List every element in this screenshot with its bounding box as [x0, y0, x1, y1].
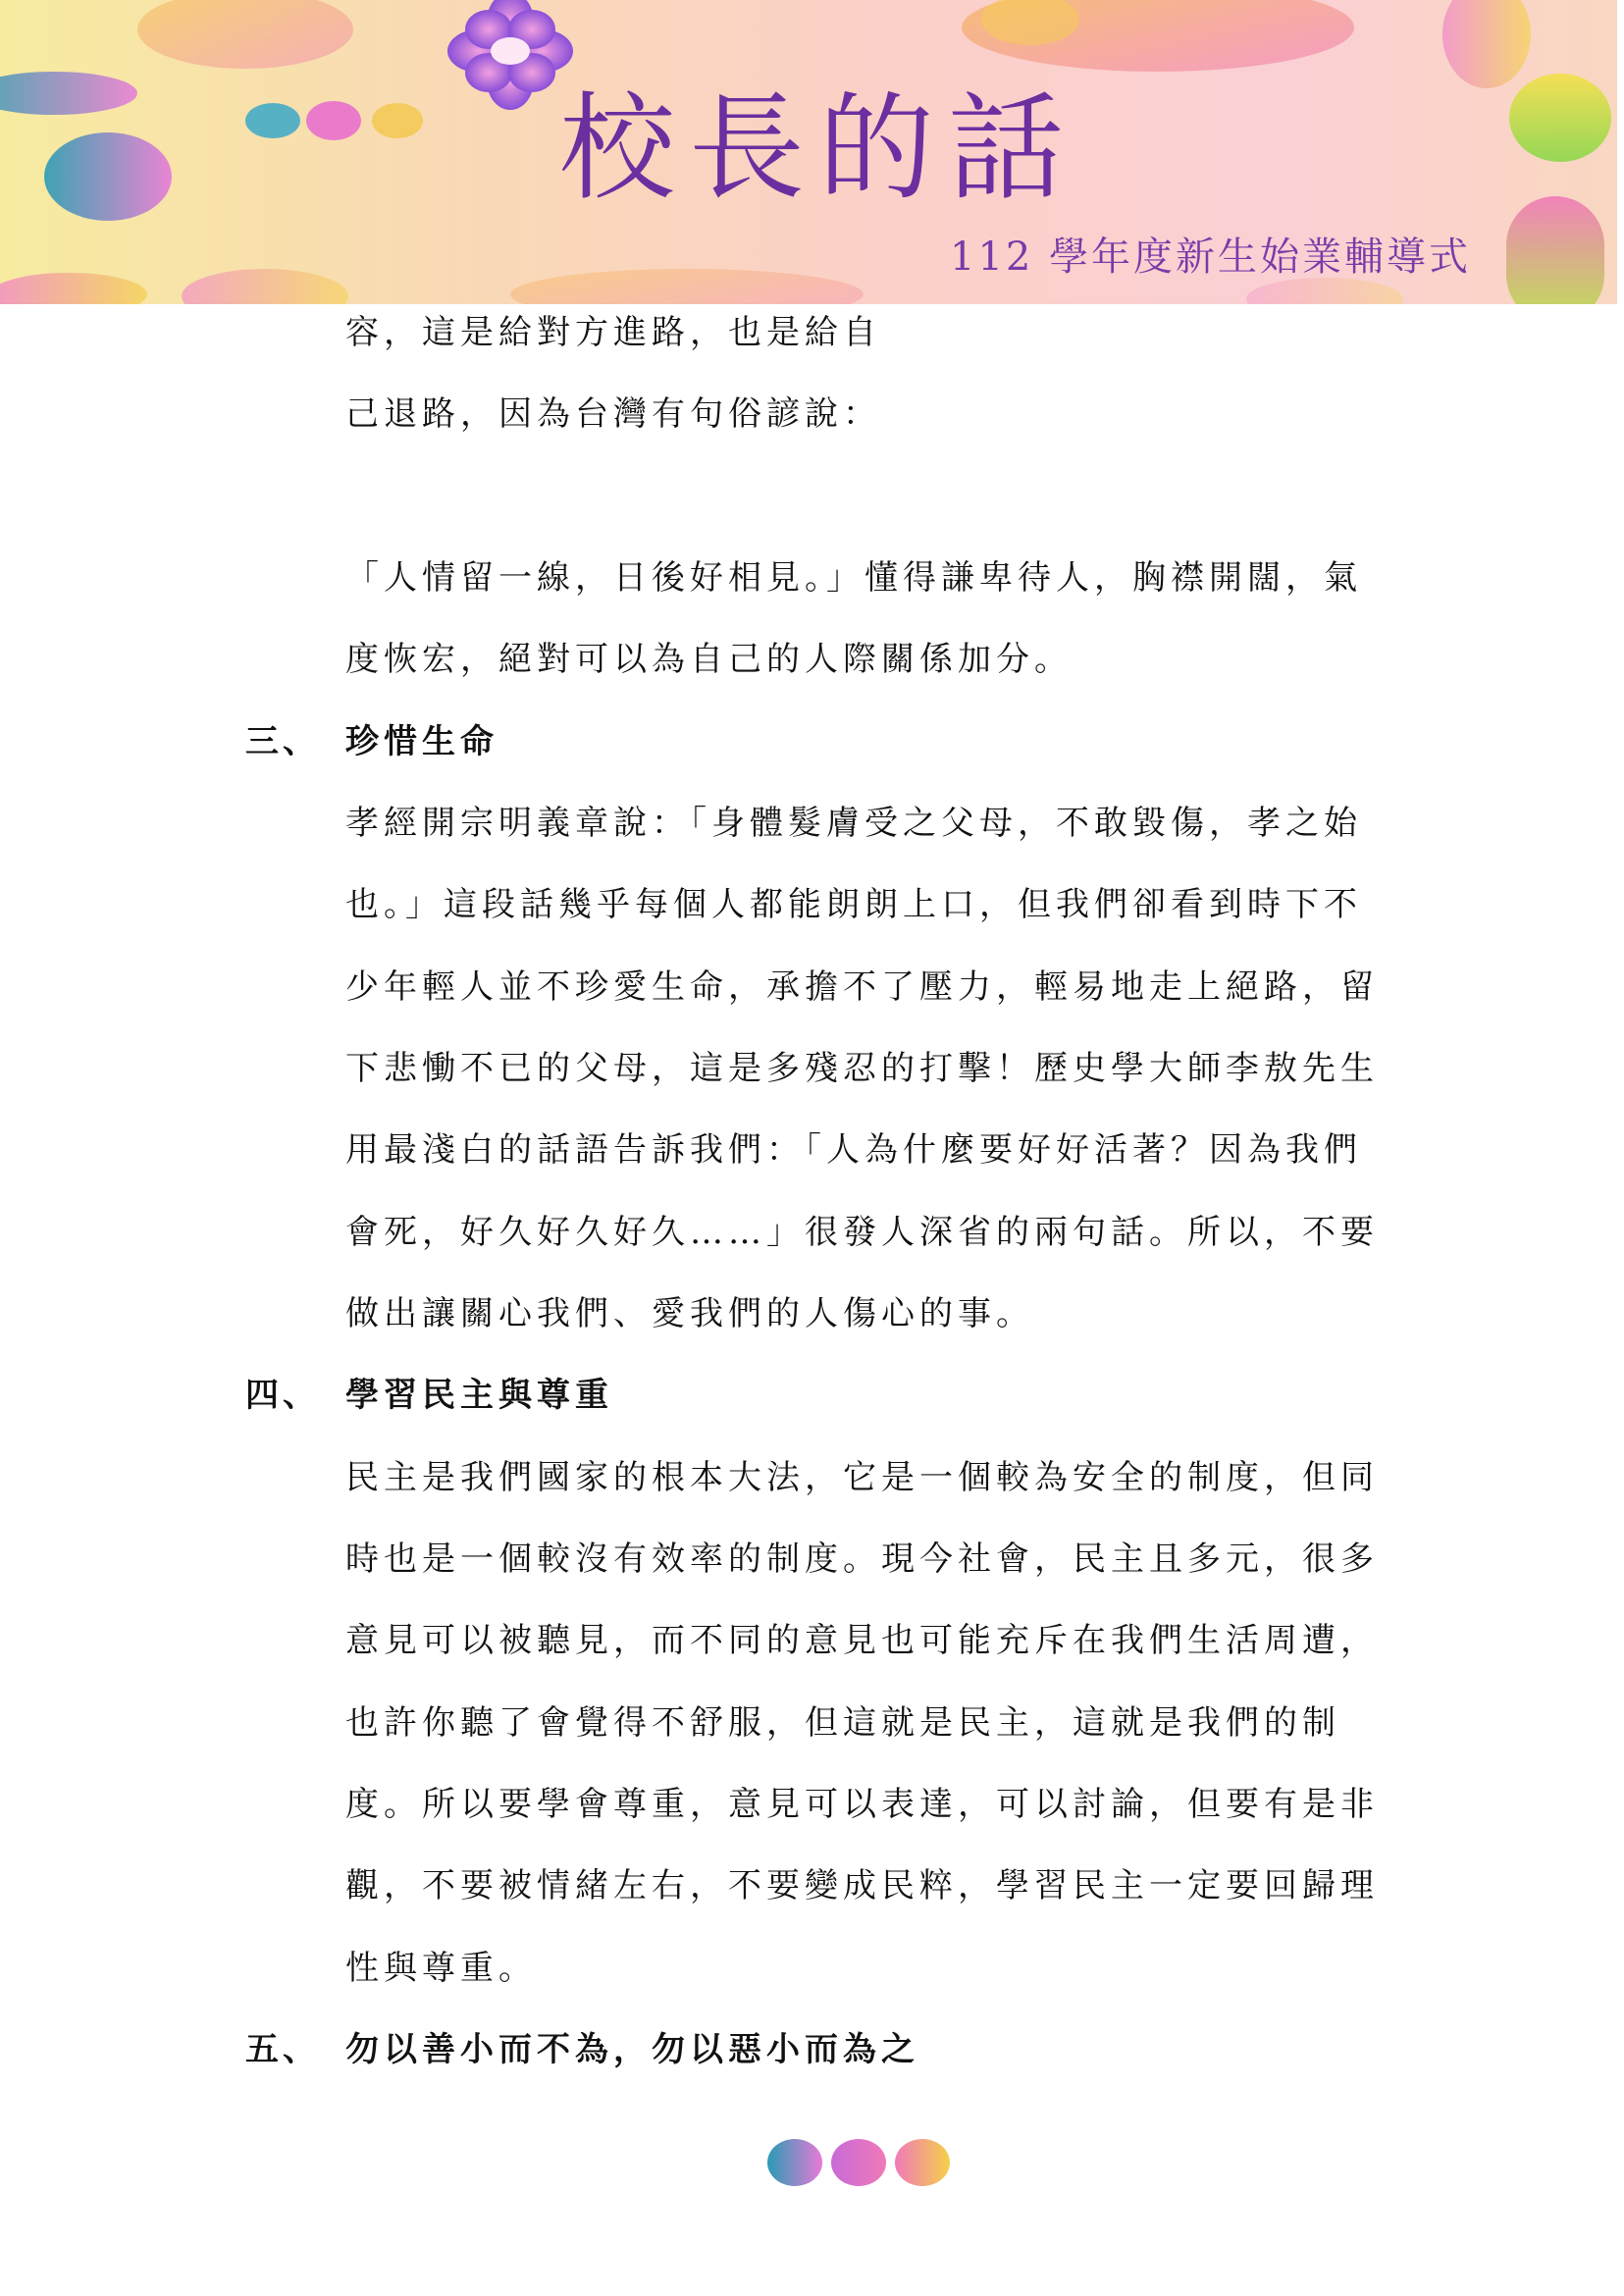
section-title: 學習民主與尊重 — [345, 1376, 613, 1415]
footer-dot — [831, 2139, 886, 2186]
section-heading — [245, 722, 498, 761]
footer-dot — [767, 2139, 822, 2186]
paragraph-line: 用最淺白的話語告訴我們：「人為什麼要好好活著？因為我們 — [345, 1130, 1362, 1170]
paragraph-line: 觀，不要被情緒左右，不要變成民粹，學習民主一定要回歸理 — [345, 1866, 1379, 1905]
section-heading — [245, 2030, 919, 2069]
paragraph-line: 少年輕人並不珍愛生命，承擔不了壓力，輕易地走上絕路，留 — [345, 967, 1379, 1007]
paragraph-line: 下悲慟不已的父母，這是多殘忍的打擊！歷史學大師李敖先生 — [345, 1049, 1379, 1088]
paragraph-line: 容，這是給對方進路，也是給自 — [345, 313, 881, 352]
paragraph-line: 會死，好久好久好久……」很發人深省的兩句話。所以，不要 — [345, 1213, 1379, 1252]
section-number: 五、 — [245, 2030, 320, 2069]
paragraph-line: 孝經開宗明義章說：「身體髮膚受之父母，不敢毀傷，孝之始 — [345, 804, 1362, 843]
paragraph-line: 民主是我們國家的根本大法，它是一個較為安全的制度，但同 — [345, 1458, 1379, 1497]
footer-dots-decoration — [765, 2135, 952, 2190]
paragraph-line: 也許你聽了會覺得不舒服，但這就是民主，這就是我們的制 — [345, 1703, 1340, 1743]
paragraph-line: 也。」這段話幾乎每個人都能朗朗上口，但我們卻看到時下不 — [345, 885, 1362, 924]
paragraph-line: 度恢宏，絕對可以為自己的人際關係加分。 — [345, 640, 1073, 679]
page-subtitle: 112 學年度新生始業輔導式 — [950, 235, 1472, 280]
page-title: 校長的話 — [559, 80, 1078, 216]
paragraph-line: 己退路，因為台灣有句俗諺說： — [345, 394, 881, 434]
section-title: 勿以善小而不為，勿以惡小而為之 — [345, 2030, 919, 2069]
paragraph-line: 「人情留一線，日後好相見。」懂得謙卑待人，胸襟開闊，氣 — [345, 558, 1362, 598]
paragraph-line: 做出讓關心我們、愛我們的人傷心的事。 — [345, 1294, 1034, 1333]
section-number: 四、 — [245, 1376, 320, 1415]
paragraph-line: 意見可以被聽見，而不同的意見也可能充斥在我們生活周遭， — [345, 1621, 1379, 1660]
section-number: 三、 — [245, 722, 320, 761]
footer-dot — [895, 2139, 950, 2186]
paragraph-line: 度。所以要學會尊重，意見可以表達，可以討論，但要有是非 — [345, 1785, 1379, 1824]
section-title: 珍惜生命 — [345, 722, 498, 761]
section-heading — [245, 1376, 613, 1415]
paragraph-line: 性與尊重。 — [345, 1949, 537, 1988]
paragraph-line: 時也是一個較沒有效率的制度。現今社會，民主且多元，很多 — [345, 1539, 1379, 1579]
